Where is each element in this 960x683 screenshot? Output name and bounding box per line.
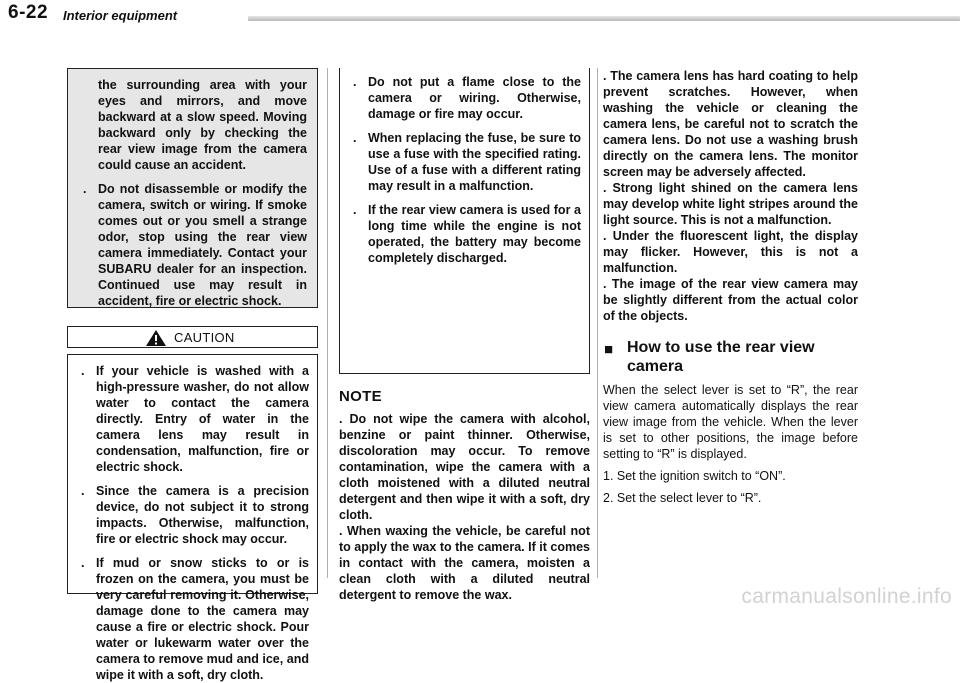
note-item: . When waxing the vehicle, be careful not to apply the wax to the camera. If it comes in contact with the camera, moisten a clean cloth with a diluted neutral detergent to remove the wax. xyxy=(339,524,590,602)
warning-box-continued xyxy=(67,68,318,308)
caution-item: . When replacing the fuse, be sure to use a fuse with the specified rating. Use of a fuse with a different rating may result in a malfunction. xyxy=(353,131,581,193)
note-body-continued xyxy=(603,68,858,324)
caution-body xyxy=(67,354,318,682)
page-number: 6-22 xyxy=(8,2,49,23)
note-item: . The camera lens has hard coating to help prevent scratches. However, when washing the vehicle or cleaning the camera lens, be careful not to scratch the camera lens. Do not use a washing brush directly on the camera lens. The monitor screen may be adversely affected. xyxy=(603,69,858,179)
note-item: . Do not wipe the camera with alcohol, benzine or paint thinner. Otherwise, discoloration may occur. To remove contamination, wipe the camera with a cloth moistened with a diluted neutral detergent and then wipe it with a soft, dry cloth. xyxy=(339,412,590,522)
note-heading: NOTE xyxy=(339,388,382,405)
how-to-step: 2. Set the select lever to “R”. xyxy=(603,491,762,505)
column-divider xyxy=(597,68,598,578)
warning-triangle-icon xyxy=(145,329,167,347)
how-to-body xyxy=(603,382,858,506)
column-1 xyxy=(67,68,318,682)
section-square-icon: ■ xyxy=(604,341,614,358)
how-to-intro: When the select lever is set to “R”, the rear view camera automatically displays the rear view image from the vehicle. When the lever is set to other positions, the image before setting to “R” is displayed. xyxy=(603,383,858,461)
how-to-step: 1. Set the ignition switch to “ON”. xyxy=(603,469,786,483)
caution-label: CAUTION xyxy=(174,330,235,345)
page-header xyxy=(8,2,958,26)
caution-item: . If mud or snow sticks to or is frozen on the camera, you must be very careful removing it. Otherwise, damage done to the camera may cause a fire or electric shock. Pour water or lukewarm water over the camera to remove mud and ice, and wipe it with a soft, dry cloth. xyxy=(81,556,309,682)
section-heading: ■ How to use the rear view camera xyxy=(604,339,815,375)
note-item: . The image of the rear view camera may be slightly different from the actual color of the objects. xyxy=(603,277,858,323)
section-title: Interior equipment xyxy=(63,8,178,23)
column-divider xyxy=(327,68,328,578)
caution-item: . If your vehicle is washed with a high-pressure washer, do not allow water to contact the camera directly. Entry of water in the camera lens may result in condensation, malfunction, fire or electric shock. xyxy=(81,364,309,474)
caution-header xyxy=(67,326,318,348)
warning-lead-text: the surrounding area with your eyes and mirrors, and move backward at a slow speed. Moving backward only by checking the rear view image from the camera could cause an accident. xyxy=(98,78,307,172)
caution-item: . If the rear view camera is used for a long time while the engine is not operated, the battery may become completely discharged. xyxy=(353,203,581,265)
note-item: . Under the fluorescent light, the display may flicker. However, this is not a malfunction. xyxy=(603,229,858,275)
column-3 xyxy=(603,68,858,506)
column-2 xyxy=(339,68,590,603)
caution-item: . Since the camera is a precision device, do not subject it to strong impacts. Otherwise, malfunction, fire or electric shock may occur. xyxy=(81,484,309,546)
note-item: . Strong light shined on the camera lens may develop white light stripes around the light source. This is not a malfunction. xyxy=(603,181,858,227)
note-body xyxy=(339,411,590,603)
caution-body-continued xyxy=(339,68,590,374)
watermark: carmanualsonline.info xyxy=(741,585,952,608)
header-rule xyxy=(248,16,960,21)
caution-item: . Do not put a flame close to the camera or wiring. Otherwise, damage or fire may occur. xyxy=(353,75,581,121)
warning-item: . Do not disassemble or modify the camera, switch or wiring. If smoke comes out or you smell a strange odor, stop using the rear view camera immediately. Contact your SUBARU dealer for an inspection. Continued use may result in accident, fire or electric shock. xyxy=(83,182,307,308)
